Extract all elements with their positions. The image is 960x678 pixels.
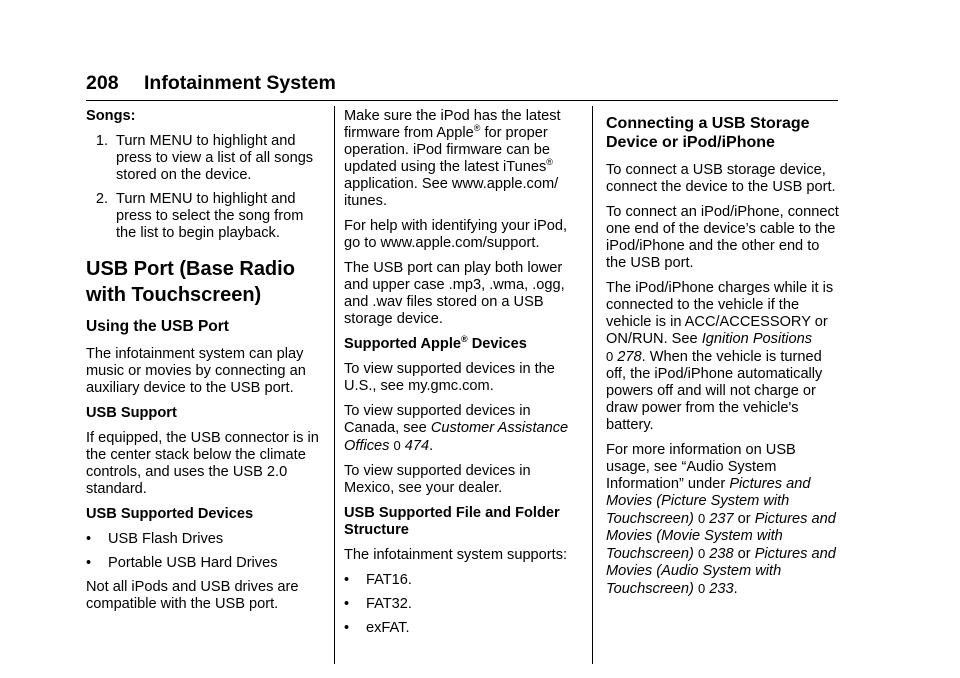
compatibility-note: Not all iPods and USB drives are compatible with the USB port.	[86, 579, 299, 612]
storage-paragraph: To connect a USB storage device, connect the device to the USB port.	[606, 162, 836, 195]
bullet-icon: •	[344, 596, 350, 612]
text-run: or	[733, 546, 755, 562]
filesystem-item: exFAT.	[366, 620, 410, 636]
page-reference[interactable]: 238	[709, 546, 734, 562]
usb-support-label: USB Support	[86, 405, 177, 421]
file-structure-intro: The infotainment system supports:	[344, 547, 568, 563]
page-ref-icon: 0	[697, 581, 706, 596]
bullet-icon: •	[86, 555, 92, 571]
ignition-positions-link[interactable]: Ignition Positions	[701, 331, 813, 347]
us-devices-paragraph: To view supported devices in the U.S., see my.gmc.com.	[344, 361, 555, 394]
page-ref-icon: 0	[393, 438, 401, 453]
supported-devices-label: USB Supported Devices	[86, 506, 254, 522]
charging-paragraph	[606, 280, 840, 434]
list-item	[86, 133, 326, 184]
text-run: Devices	[467, 336, 527, 352]
supported-apple-label	[344, 336, 580, 353]
file-structure-label: USB Supported File and Folder Structure	[344, 505, 560, 538]
list-item	[86, 191, 326, 242]
page-reference[interactable]: 278	[617, 349, 642, 365]
page-ref-icon: 0	[697, 511, 706, 526]
step-text: Turn MENU to highlight and press to select the song from the list to begin playback.	[116, 191, 304, 241]
picture-system-link[interactable]: Pictures and Movies (Picture System with Touchscreen)	[606, 476, 811, 527]
list-item	[86, 531, 326, 548]
mexico-paragraph: To view supported devices in Mexico, see your dealer.	[344, 463, 531, 496]
subsection-heading: Using the USB Port	[86, 318, 229, 335]
help-paragraph: For help with identifying your iPod, go to www.apple.com/support.	[344, 218, 568, 251]
canada-paragraph: To view supported devices in Canada, see Customer Assistance Offices 0 474.	[344, 403, 569, 454]
list-item	[344, 596, 580, 613]
intro-paragraph: The infotainment system can play music or movies by connecting an auxiliary device to the USB port.	[86, 346, 306, 396]
page-reference[interactable]: 237	[709, 511, 734, 527]
text-run: application. See www.apple.com/ itunes.	[344, 176, 559, 209]
page-ref-icon: 0	[697, 546, 706, 561]
text-run: Supported Apple	[344, 336, 462, 352]
filesystem-item: FAT16.	[366, 572, 412, 588]
device-item: Portable USB Hard Drives	[108, 555, 278, 571]
registered-mark: ®	[473, 123, 481, 134]
section-title: Infotainment System	[144, 72, 336, 94]
text-run: The iPod/iPhone charges while it is connected to the vehicle if the vehicle is in ACC/ACCESSORY or ON/RUN. See	[606, 280, 834, 347]
bullet-icon: •	[86, 531, 92, 547]
text-run: Make sure the iPod has the latest firmware from Apple	[344, 108, 561, 141]
page-reference[interactable]: 233	[709, 581, 734, 597]
audio-system-link[interactable]: Pictures and Movies (Audio System with Touchscreen)	[606, 546, 836, 597]
step-number: 1.	[95, 133, 108, 149]
text-run: To view supported devices in Canada, see	[344, 403, 531, 436]
list-item	[86, 555, 326, 572]
page-number: 208	[86, 72, 119, 94]
more-info-paragraph	[606, 442, 840, 598]
text-run: or	[733, 511, 755, 527]
page-header	[86, 70, 838, 101]
column-3	[606, 108, 840, 606]
column-2	[344, 108, 580, 644]
bullet-icon: •	[344, 620, 350, 636]
filesystem-item: FAT32.	[366, 596, 412, 612]
ipod-connect-paragraph: To connect an iPod/iPhone, connect one end of the device’s cable to the iPod/iPhone and the other end to the USB port.	[606, 204, 839, 271]
column-1	[86, 108, 326, 621]
step-number: 2.	[95, 191, 108, 207]
step-text: Turn MENU to highlight and press to view a list of all songs stored on the device.	[116, 133, 314, 183]
subsection-heading: Connecting a USB Storage Device or iPod/iPhone	[606, 115, 810, 151]
list-item	[344, 620, 580, 637]
bullet-icon: •	[344, 572, 350, 588]
songs-label: Songs:	[86, 108, 136, 124]
movie-system-link[interactable]: Pictures and Movies (Movie System with Touchscreen)	[606, 511, 836, 562]
page-ref-icon: 0	[606, 349, 614, 364]
usb-support-paragraph: If equipped, the USB connector is in the center stack below the climate controls, and uses the USB 2.0 standard.	[86, 430, 319, 497]
formats-paragraph: The USB port can play both lower and upper case .mp3, .wma, .ogg, and .wav files stored on a USB storage device.	[344, 260, 565, 327]
device-item: USB Flash Drives	[108, 531, 224, 547]
text-run: For more information on USB usage, see “Audio System Information” under	[606, 442, 796, 492]
firmware-paragraph	[344, 108, 580, 210]
customer-assistance-link[interactable]: Customer Assistance Offices	[344, 420, 569, 454]
text-run: . When the vehicle is turned off, the iPod/iPhone automatically powers off and will not charge or draw power from the vehicle's battery.	[606, 349, 823, 433]
section-heading: USB Port (Base Radio with Touchscreen)	[86, 258, 295, 306]
column-divider-1	[334, 106, 335, 664]
registered-mark: ®	[546, 157, 553, 168]
text-run: for proper operation. iPod firmware can be updated using the latest iTunes	[344, 125, 551, 175]
column-divider-2	[592, 106, 593, 664]
page-reference[interactable]: 474	[404, 438, 430, 454]
registered-mark: ®	[461, 334, 468, 345]
text-run: .	[733, 581, 738, 597]
list-item	[344, 572, 580, 589]
